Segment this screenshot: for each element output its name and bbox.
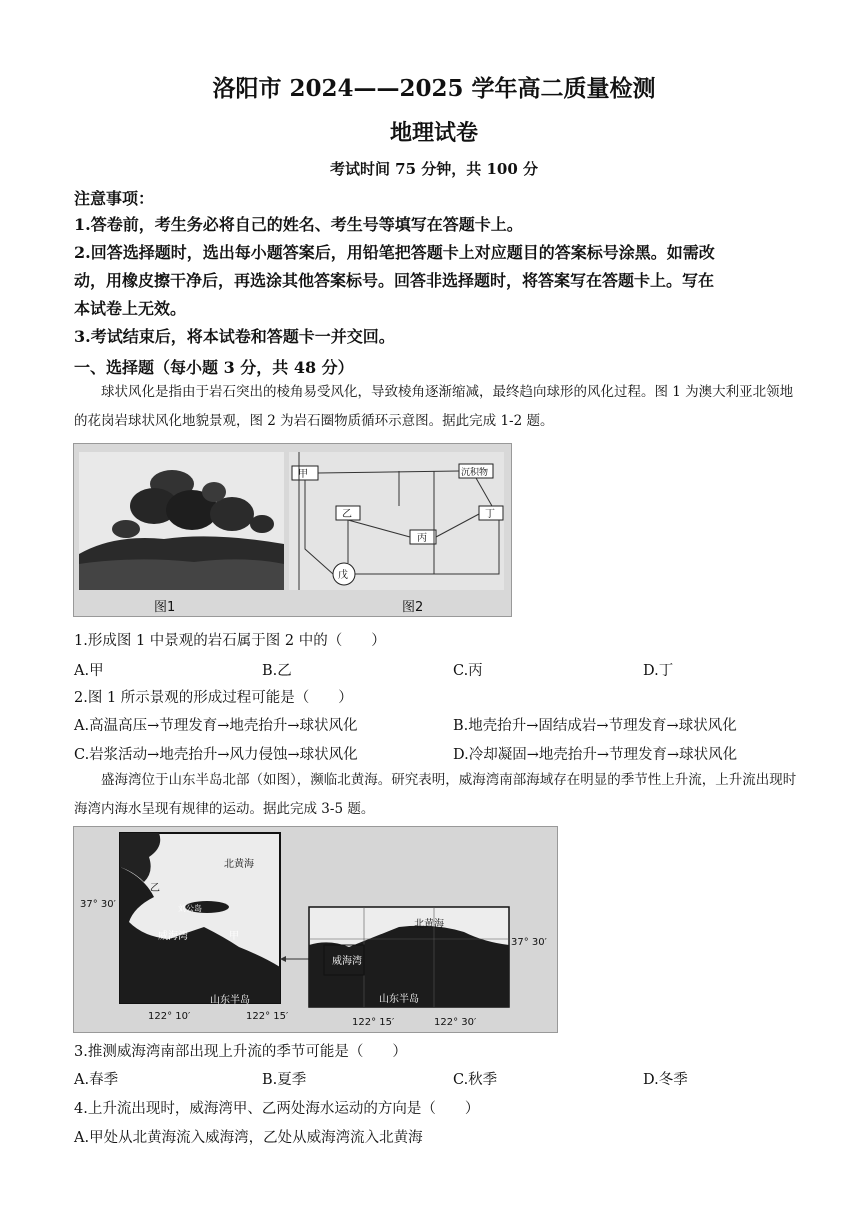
node-bing: 丙 — [417, 533, 427, 544]
point-jia-label: 甲 — [229, 931, 239, 942]
node-yi: 乙 — [342, 509, 352, 520]
q2-option-c: C.岩浆活动→地壳抬升→风力侵蚀→球状风化 — [74, 747, 358, 763]
q1-option-c: C.丙 — [453, 663, 483, 679]
q1-option-b: B.乙 — [262, 663, 292, 679]
q3-option-a: A.春季 — [74, 1072, 119, 1088]
island-label: 刘公岛 — [178, 904, 202, 913]
q3-option-d: D.冬季 — [643, 1072, 688, 1088]
question-2-stem: 2.图 1 所示景观的形成过程可能是（ ） — [74, 690, 353, 706]
notice-item: 本试卷上无效。 — [74, 299, 187, 318]
node-jia: 甲 — [298, 469, 308, 480]
passage-2: 盛海湾位于山东半岛北部（如图），濒临北黄海。研究表明，威海湾南部海域存在明显的季节性上升流，上升流出现时海湾内海水呈现有规律的运动。据此完成 3-5 题。 — [74, 772, 797, 817]
q3-option-b: B.夏季 — [262, 1072, 307, 1088]
left-bay-label: 威海湾 — [158, 931, 188, 942]
right-peninsula-label: 山东半岛 — [379, 994, 419, 1005]
left-lon1-label: 122° 10′ — [148, 1011, 191, 1022]
right-sea-label: 北黄海 — [414, 919, 444, 930]
q2-option-b: B.地壳抬升→固结成岩→节理发育→球状风化 — [453, 718, 737, 734]
question-3-stem: 3.推测威海湾南部出现上升流的季节可能是（ ） — [74, 1044, 407, 1060]
notice-item: 动，用橡皮擦干净后，再选涂其他答案标号。回答非选择题时，将答案写在答题卡上。写在 — [74, 271, 715, 290]
q4-option-a: A.甲处从北黄海流入威海湾，乙处从威海湾流入北黄海 — [74, 1130, 423, 1146]
q1-option-d: D.丁 — [643, 663, 674, 679]
fig2-label: 图2 — [402, 600, 424, 615]
q1-option-a: A.甲 — [74, 663, 104, 679]
figure-rock-cycle — [73, 443, 512, 617]
notice-item: 2.回答选择题时，选出每小题答案后，用铅笔把答题卡上对应题目的答案标号涂黑。如需改 — [74, 243, 715, 262]
q2-option-d: D.冷却凝固→地壳抬升→节理发育→球状风化 — [453, 747, 738, 763]
left-lat-label: 37° 30′ — [80, 899, 116, 910]
exam-info: 考试时间 75 分钟，共 100 分 — [329, 160, 539, 178]
question-1-stem: 1.形成图 1 中景观的岩石属于图 2 中的（ ） — [74, 633, 386, 649]
q2-option-a: A.高温高压→节理发育→地壳抬升→球状风化 — [74, 718, 358, 734]
right-lon1-label: 122° 15′ — [352, 1017, 395, 1028]
right-lon2-label: 122° 30′ — [434, 1017, 477, 1028]
right-bay-label: 威海湾 — [332, 956, 362, 967]
fig1-label: 图1 — [154, 600, 176, 615]
node-sediment: 沉积物 — [461, 468, 489, 478]
figure-weihai-map — [73, 826, 558, 1033]
section-heading: 一、选择题（每小题 3 分，共 48 分） — [74, 358, 354, 377]
left-sea-label: 北黄海 — [224, 859, 254, 870]
exam-subject: 地理试卷 — [389, 120, 478, 146]
node-ding: 丁 — [485, 509, 495, 520]
passage-1: 球状风化是指由于岩石突出的棱角易受风化，导致棱角逐渐缩减，最终趋向球形的风化过程。图 1 为澳大利亚北领地的花岗岩球状风化地貌景观，图 2 为岩石圈物质循环示意图。据此完成 1-2 题。 — [74, 384, 794, 429]
left-peninsula-label: 山东半岛 — [210, 995, 250, 1006]
point-yi-label: 乙 — [150, 883, 160, 894]
left-lon2-label: 122° 15′ — [246, 1011, 289, 1022]
notice-item: 3.考试结束后，将本试卷和答题卡一并交回。 — [74, 327, 395, 346]
right-lat-label: 37° 30′ — [511, 937, 547, 948]
exam-title: 洛阳市 2024——2025 学年高二质量检测 — [212, 75, 656, 102]
node-wu: 戊 — [338, 570, 348, 581]
question-4-stem: 4.上升流出现时，威海湾甲、乙两处海水运动的方向是（ ） — [74, 1101, 480, 1117]
notice-item: 1.答卷前，考生务必将自己的姓名、考生号等填写在答题卡上。 — [74, 215, 523, 234]
notice-heading: 注意事项： — [74, 189, 155, 208]
q3-option-c: C.秋季 — [453, 1072, 498, 1088]
